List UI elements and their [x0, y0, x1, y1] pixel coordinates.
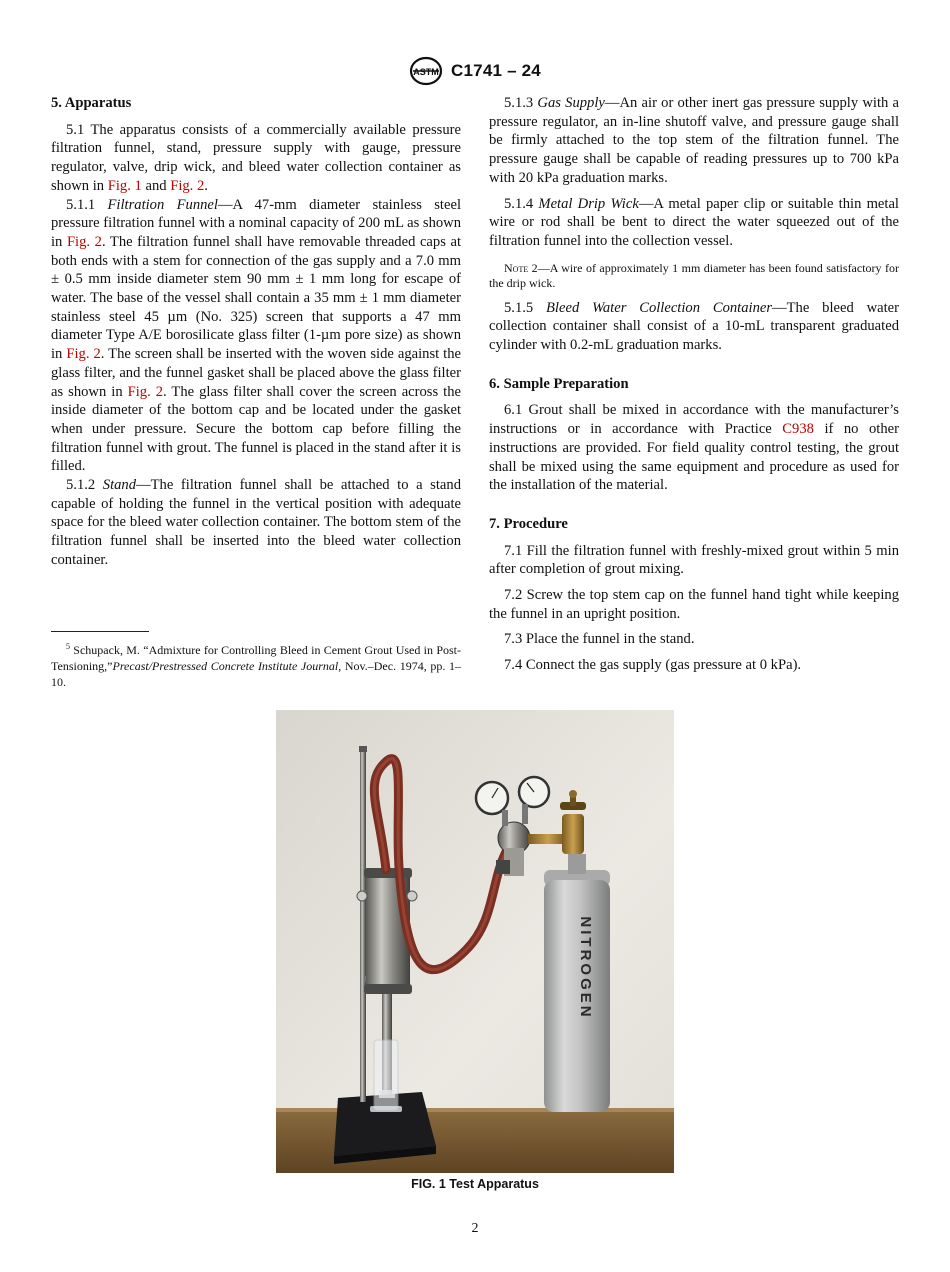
svg-text:ASTM: ASTM	[413, 67, 439, 77]
paragraph-6-1: 6.1 Grout shall be mixed in accordance with the manufacturer’s instructions or in accordance with Practice C938 if no other instructions are provided. For field quality control testing, the grout shall be mixed using the same equipment and procedure as used for the installation of the material.	[489, 402, 899, 494]
paragraph-5-1-4: 5.1.4 Metal Drip Wick—A metal paper clip or suitable thin metal wire or rod shall be bent to direct the water squeezed out of the filtration funnel into the collection vessel.	[489, 195, 899, 249]
fig-2-link[interactable]: Fig. 2	[66, 233, 102, 250]
fig-1-link[interactable]: Fig. 1	[107, 177, 142, 194]
page-number: 2	[471, 1221, 479, 1236]
footnote-rule	[51, 631, 149, 632]
paragraph-7-1: 7.1 Fill the filtration funnel with freshly-mixed grout within 5 min after completion of grout mixing.	[489, 542, 899, 578]
right-column	[489, 94, 899, 675]
astm-logo-icon	[409, 56, 443, 86]
section-7-title: 7. Procedure	[489, 515, 568, 532]
paragraph-5-1-3: 5.1.3 Gas Supply—An air or other inert gas pressure supply with a pressure regulator, an in-line shutoff valve, and pressure gauge shall be firmly attached to the top stem of the filtration funnel. The pressure gauge shall be capable of reading pressures up to 700 kPa with 20 kPa graduation marks.	[489, 95, 900, 186]
fig-2-link[interactable]: Fig. 2	[127, 383, 164, 400]
paragraph-7-2: 7.2 Screw the top stem cap on the funnel hand tight while keeping the funnel in an upright position.	[489, 587, 899, 622]
paragraph-7-3: 7.3 Place the funnel in the stand.	[504, 631, 695, 648]
page-header	[0, 56, 950, 86]
left-column	[51, 94, 461, 570]
paragraph-7-4: 7.4 Connect the gas supply (gas pressure at 0 kPa).	[504, 657, 802, 674]
c938-link[interactable]: C938	[782, 421, 814, 438]
nitrogen-label: NITROGEN	[577, 916, 594, 1020]
paragraph-5-1-1: 5.1.1 Filtration Funnel—A 47-mm diameter stainless steel pressure filtration funnel with a nominal capacity of 200 mL as shown in Fig. 2. The filtration funnel shall have removable threaded caps at both ends with a stem for connection of the gas supply and a 7.0 mm ± 0.5 mm inside diameter stem 90 mm ± 1 mm long for escape of water. The base of the vessel shall contain a 35 mm ± 1 mm diameter stainless steel 45 µm (No. 325) screen that supports a 47 mm diameter Type A/E borosilicate glass filter (1-µm pore size) as shown in Fig. 2. The screen shall be inserted with the woven side against the glass filter, and the funnel gasket shall be placed above the glass filter as shown in Fig. 2. The glass filter shall cover the screen across the inside diameter of the bottom cap and be located under the gasket when under pressure. Secure the bottom cap before filling the filtration funnel with grout. The funnel is placed in the stand after it is filled.	[51, 196, 462, 475]
section-6-title: 6. Sample Preparation	[489, 375, 629, 392]
fig-2-link[interactable]: Fig. 2	[66, 346, 101, 363]
paragraph-5-1-2: 5.1.2 Stand—The filtration funnel shall be attached to a stand capable of holding the funnel in the vertical position with adequate space for the bleed water collection container. The bottom stem of the filtration funnel shall be inserted into the bleed water collection container.	[51, 477, 461, 568]
section-5-title: 5. Apparatus	[51, 95, 132, 111]
fig-2-link[interactable]: Fig. 2	[170, 177, 205, 194]
test-apparatus-photo	[276, 710, 674, 1173]
apparatus-illustration	[276, 710, 674, 1173]
paragraph-5-1: 5.1 The apparatus consists of a commercially available pressure filtration funnel, stand, pressure supply with gauge, pressure regulator, valve, drip wick, and bleed water collection container as shown in Fig. 1 and Fig. 2.	[51, 121, 461, 194]
figure-caption: FIG. 1 Test Apparatus	[411, 1177, 539, 1191]
paragraph-5-1-5: 5.1.5 Bleed Water Collection Container—The bleed water collection container shall consist of a 10-mL transparent graduated cylinder with 0.2-mL graduation marks.	[489, 299, 899, 354]
note-2: Note 2—A wire of approximately 1 mm diameter has been found satisfactory for the drip wick.	[489, 260, 899, 291]
standard-designation: C1741 – 24	[451, 61, 541, 80]
footnote-5: $^5$ Schupack, M. “Admixture for Controlling Bleed in Cement Grout Used in Post-Tensioning,”Precast/Prestressed Concrete Institute Journal, Nov.–Dec. 1974, pp. 1–10.	[51, 642, 461, 689]
